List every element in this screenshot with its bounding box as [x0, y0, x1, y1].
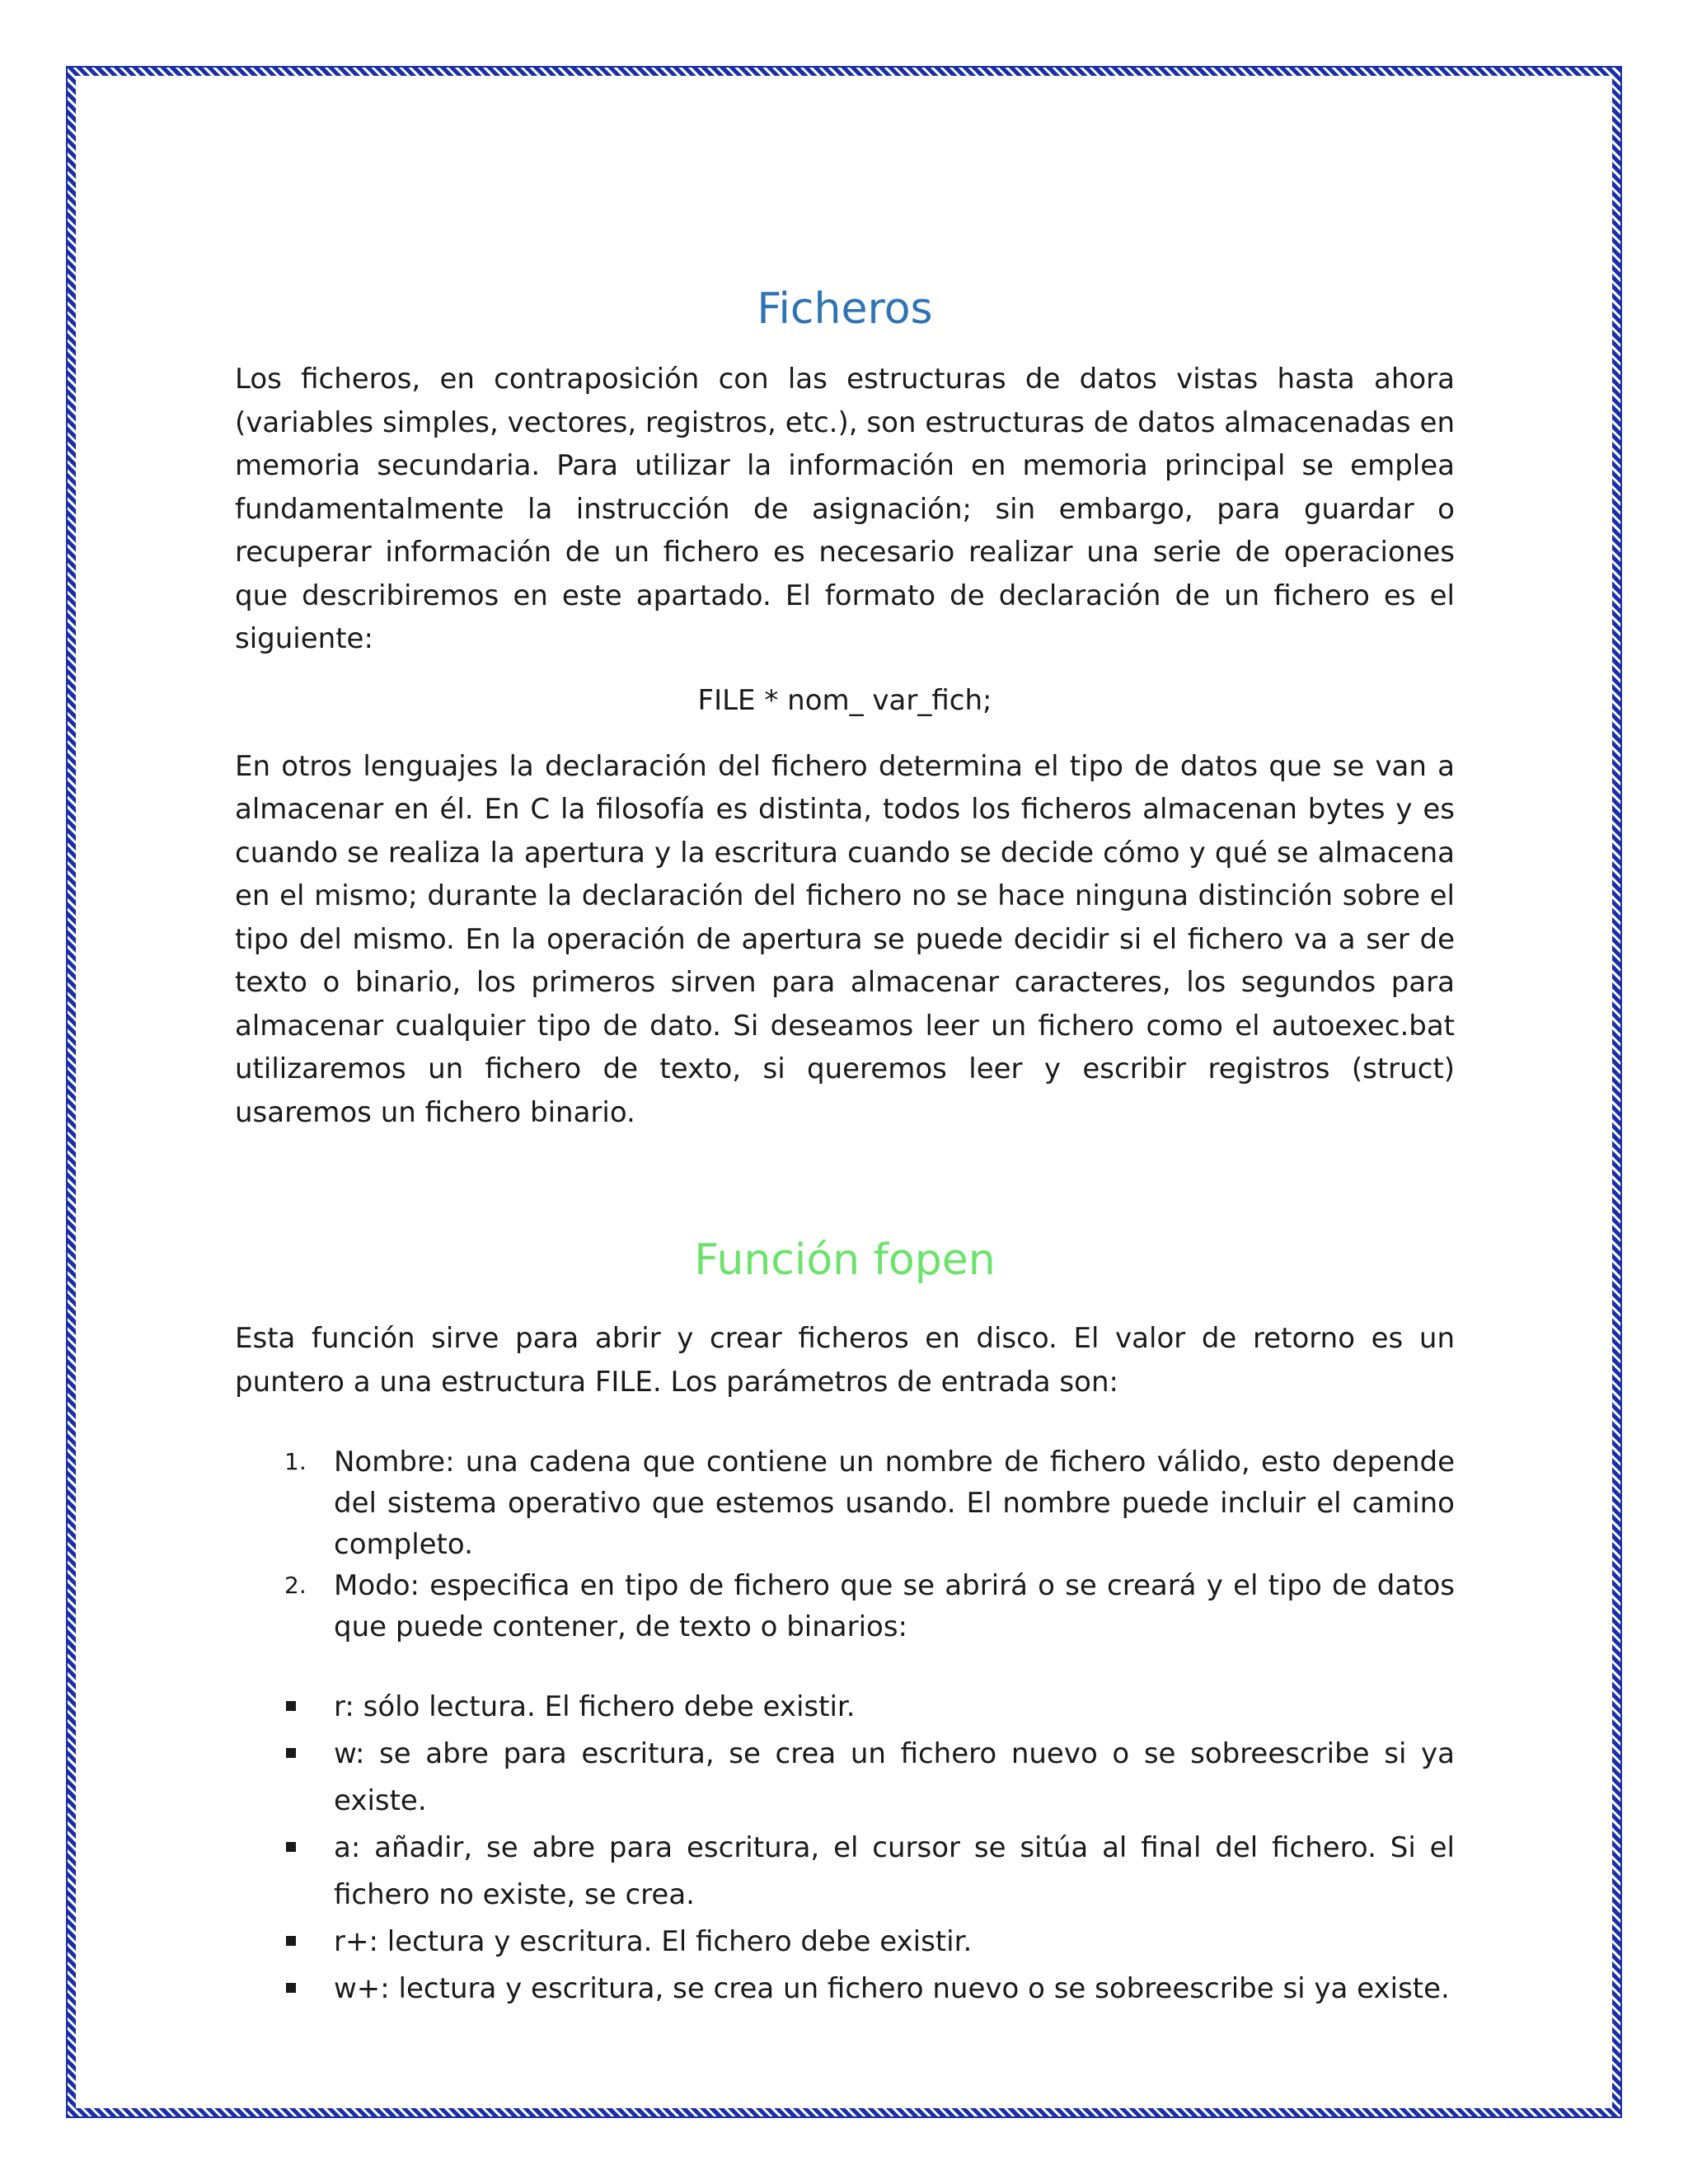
list-item-text: Nombre: una cadena que contiene un nombre de fichero válido, esto depende del sistema operativo que estemos usando. El nombre puede incluir el camino completo. [334, 1446, 1455, 1561]
list-item [235, 1966, 1455, 2013]
square-bullet-icon [286, 1936, 296, 1946]
list-item [235, 1731, 1455, 1825]
list-item [235, 1441, 1455, 1565]
list-item [235, 1565, 1455, 1647]
square-bullet-icon [286, 1701, 296, 1711]
list-item-text: w+: lectura y escritura, se crea un fichero nuevo o se sobreescribe si ya existe. [334, 1972, 1450, 2005]
fopen-paragraph: Esta función sirve para abrir y crear ficheros en disco. El valor de retorno es un puntero a una estructura FILE. Los parámetros de entrada son: [235, 1322, 1455, 1399]
list-item-text: a: añadir, se abre para escritura, el cursor se sitúa al final del fichero. Si el fichero no existe, se crea. [334, 1831, 1455, 1911]
heading-fopen: Función fopen [694, 1235, 996, 1285]
square-bullet-icon [286, 1983, 296, 1993]
intro-paragraph: Los ficheros, en contraposición con las estructuras de datos vistas hasta ahora (variables simples, vectores, registros, etc.), son estructuras de datos almacenadas en memoria secundaria. Para utilizar la información en memoria principal se emplea fundamentalmente la instrucción de asignación; sin embargo, para guardar o recuperar información de un fichero es necesario realizar una serie de operaciones que describiremos en este apartado. El formato de declaración de un fichero es el siguiente: [235, 363, 1455, 655]
square-bullet-icon [286, 1748, 296, 1758]
second-paragraph: En otros lenguajes la declaración del fichero determina el tipo de datos que se van a almacenar en él. En C la filosofía es distinta, todos los ficheros almacenan bytes y es cuando se realiza la apertura y la escritura cuando se decide cómo y qué se almacena en el mismo; durante la declaración del fichero no se hace ninguna distinción sobre el tipo del mismo. En la operación de apertura se puede decidir si el fichero va a ser de texto o binario, los primeros sirven para almacenar caracteres, los segundos para almacenar cualquier tipo de dato. Si deseamos leer un fichero como el autoexec.bat utilizaremos un fichero de texto, si queremos leer y escribir registros (struct) usaremos un fichero binario. [235, 749, 1455, 1129]
file-declaration: FILE * nom_ var_fich; [697, 683, 992, 717]
list-item [235, 1684, 1455, 1731]
list-item [235, 1825, 1455, 1919]
mode-list [235, 1684, 1455, 2013]
list-number: 1. [284, 1448, 307, 1475]
list-item-text: r: sólo lectura. El fichero debe existir. [334, 1690, 856, 1723]
document-body [235, 280, 1455, 2013]
list-item [235, 1919, 1455, 1966]
list-number: 2. [284, 1572, 307, 1599]
heading-ficheros: Ficheros [757, 284, 933, 334]
square-bullet-icon [286, 1842, 296, 1852]
parameter-list [235, 1441, 1455, 1647]
list-item-text: r+: lectura y escritura. El fichero debe existir. [334, 1925, 973, 1958]
list-item-text: Modo: especifica en tipo de fichero que se abrirá o se creará y el tipo de datos que puede contener, de texto o binarios: [334, 1569, 1455, 1643]
list-item-text: w: se abre para escritura, se crea un fichero nuevo o se sobreescribe si ya existe. [334, 1737, 1455, 1817]
